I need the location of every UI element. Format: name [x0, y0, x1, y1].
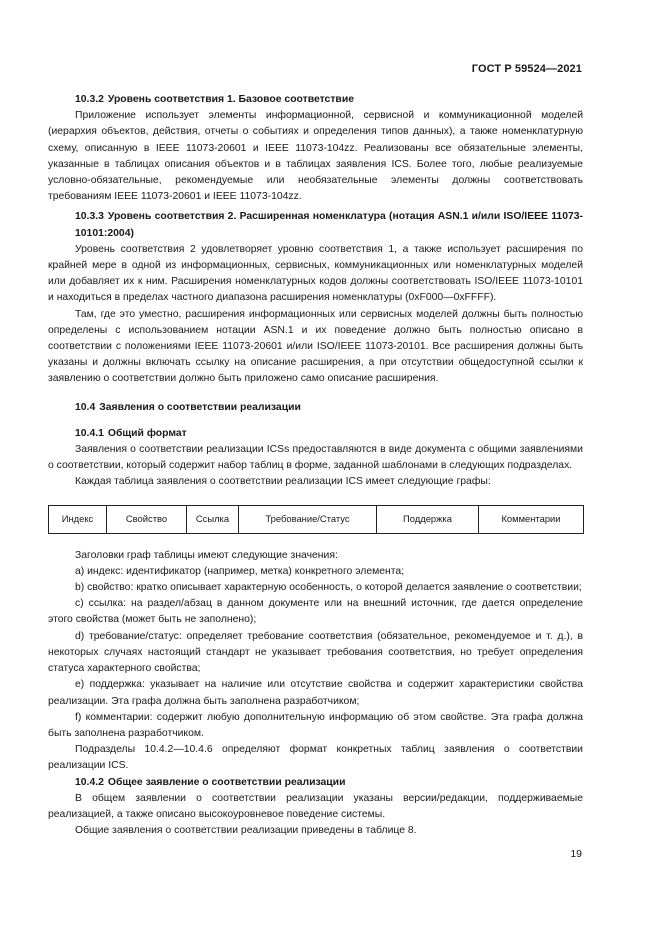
heading-10-4-1 [48, 426, 583, 442]
table-cell: Поддержка [377, 505, 479, 533]
section-title: Уровень соответствия 1. Базовое соответствие [107, 94, 354, 105]
heading-10-4 [48, 400, 583, 416]
table-cell: Комментарии [479, 505, 584, 533]
paragraph: Заявления о соответствии реализации ICSs предоставляются в виде документа с общими заявлениями о соответствии, который содержит набор таблиц в форме, заданной шаблонами в следующих подразделах. [48, 444, 583, 472]
paragraph: Каждая таблица заявления о соответствии реализации ICS имеет следующие графы: [75, 476, 491, 488]
list-item: b) свойство: кратко описывает характерную особенность, о которой делается заявление о соответствии; [75, 582, 582, 594]
list-item: e) поддержка: указывает на наличие или отсутствие свойства и содержит характеристики свойства реализации. Эта графа должна быть заполнена разработчиком; [48, 679, 583, 707]
standard-code: ГОСТ Р 59524—2021 [471, 63, 582, 75]
heading-10-3-2 [48, 92, 583, 108]
section-number: 10.4.1 [75, 427, 104, 439]
table-row [49, 505, 584, 533]
paragraph: Там, где это уместно, расширения информационных или сервисных моделей должны быть полностью определены с использованием нотации ASN.1 и их поведение должно быть полностью описано в соответствии с положениями IEEE 11073-20601 и/или ISO/IEEE 11073-20101. Все расширения должны быть указаны и должны включать ссылку на описание расширения, а при отсутствии общедоступной ссылки к заявлению о соответствии должно быть приложено само описание расширения. [48, 308, 583, 385]
page-number: 19 [570, 848, 582, 860]
paragraph: Подразделы 10.4.2—10.4.6 определяют формат конкретных таблиц заявления о соответствии реализации ICS. [48, 744, 583, 772]
list-item: d) требование/статус: определяет требование соответствия (обязательное, рекомендуемое и т. д.), в некоторых случаях настоящий стандарт не указывает требования соответствия, но требует определения статуса характерного свойства; [48, 630, 583, 675]
list-item: c) ссылка: на раздел/абзац в данном документе или на внешний источник, где дается определение этого свойства (может быть не заполнено); [48, 598, 583, 626]
section-number: 10.4.2 [75, 776, 104, 788]
paragraph: Приложение использует элементы информационной, сервисной и коммуникационной моделей (иерархия объектов, действия, отчеты о событиях и определения типов данных), а также номенклатурную схему, описанную в IEEE 11073-20601 и IEEE 11073-104zz. Реализованы все обязательные элементы, указанные в таблицах описания объектов и в таблицах заявления ICS. Более того, любые реализуемые условно-обязательные, рекомендуемые или необязательные элементы должны соответствовать требованиям IEEE 11073-20601 и IEEE 11073-104zz. [48, 110, 583, 203]
section-title: Общий формат [107, 427, 187, 439]
paragraph: Заголовки граф таблицы имеют следующие значения: [75, 549, 338, 561]
paragraph: В общем заявлении о соответствии реализации указаны версии/редакции, поддерживаемые реализацией, а также описано высокоуровневое поведение системы. [48, 792, 583, 820]
section-number: 10.3.3 [75, 211, 104, 223]
table-cell: Свойство [107, 505, 187, 533]
table-cell: Ссылка [187, 505, 239, 533]
table-cell: Требование/Статус [239, 505, 377, 533]
table-cell: Индекс [49, 505, 107, 533]
section-title: Уровень соответствия 2. Расширенная номенклатура (нотация ASN.1 и/или ISO/IEEE 11073-10101:2004) [75, 211, 583, 239]
list-item: f) комментарии: содержит любую дополнительную информацию об этом свойстве. Эта графа должна быть заполнена разработчиком. [48, 711, 583, 739]
page-content [48, 92, 583, 839]
paragraph: Уровень соответствия 2 удовлетворяет уровню соответствия 1, а также использует расширения по крайней мере в одной из информационных, сервисных, коммуникационных или номенклатурных моделей или добавляет их к ним. Расширения номенклатурных кодов должны соответствовать ISO/IEEE 11073-10101 и находиться в пределах частного диапазона расширения номенклатуры (0xF000—0xFFFF). [48, 243, 583, 304]
heading-10-3-3 [48, 209, 583, 241]
section-title: Общее заявление о соответствии реализации [107, 776, 346, 788]
heading-10-4-2 [48, 775, 583, 791]
section-number: 10.4 [75, 401, 96, 413]
list-item: a) индекс: идентификатор (например, метка) конкретного элемента; [75, 565, 405, 577]
section-title: Заявления о соответствии реализации [99, 401, 301, 413]
ics-columns-table [48, 505, 584, 534]
paragraph: Общие заявления о соответствии реализации приведены в таблице 8. [75, 825, 417, 837]
section-number: 10.3.2 [75, 94, 104, 105]
